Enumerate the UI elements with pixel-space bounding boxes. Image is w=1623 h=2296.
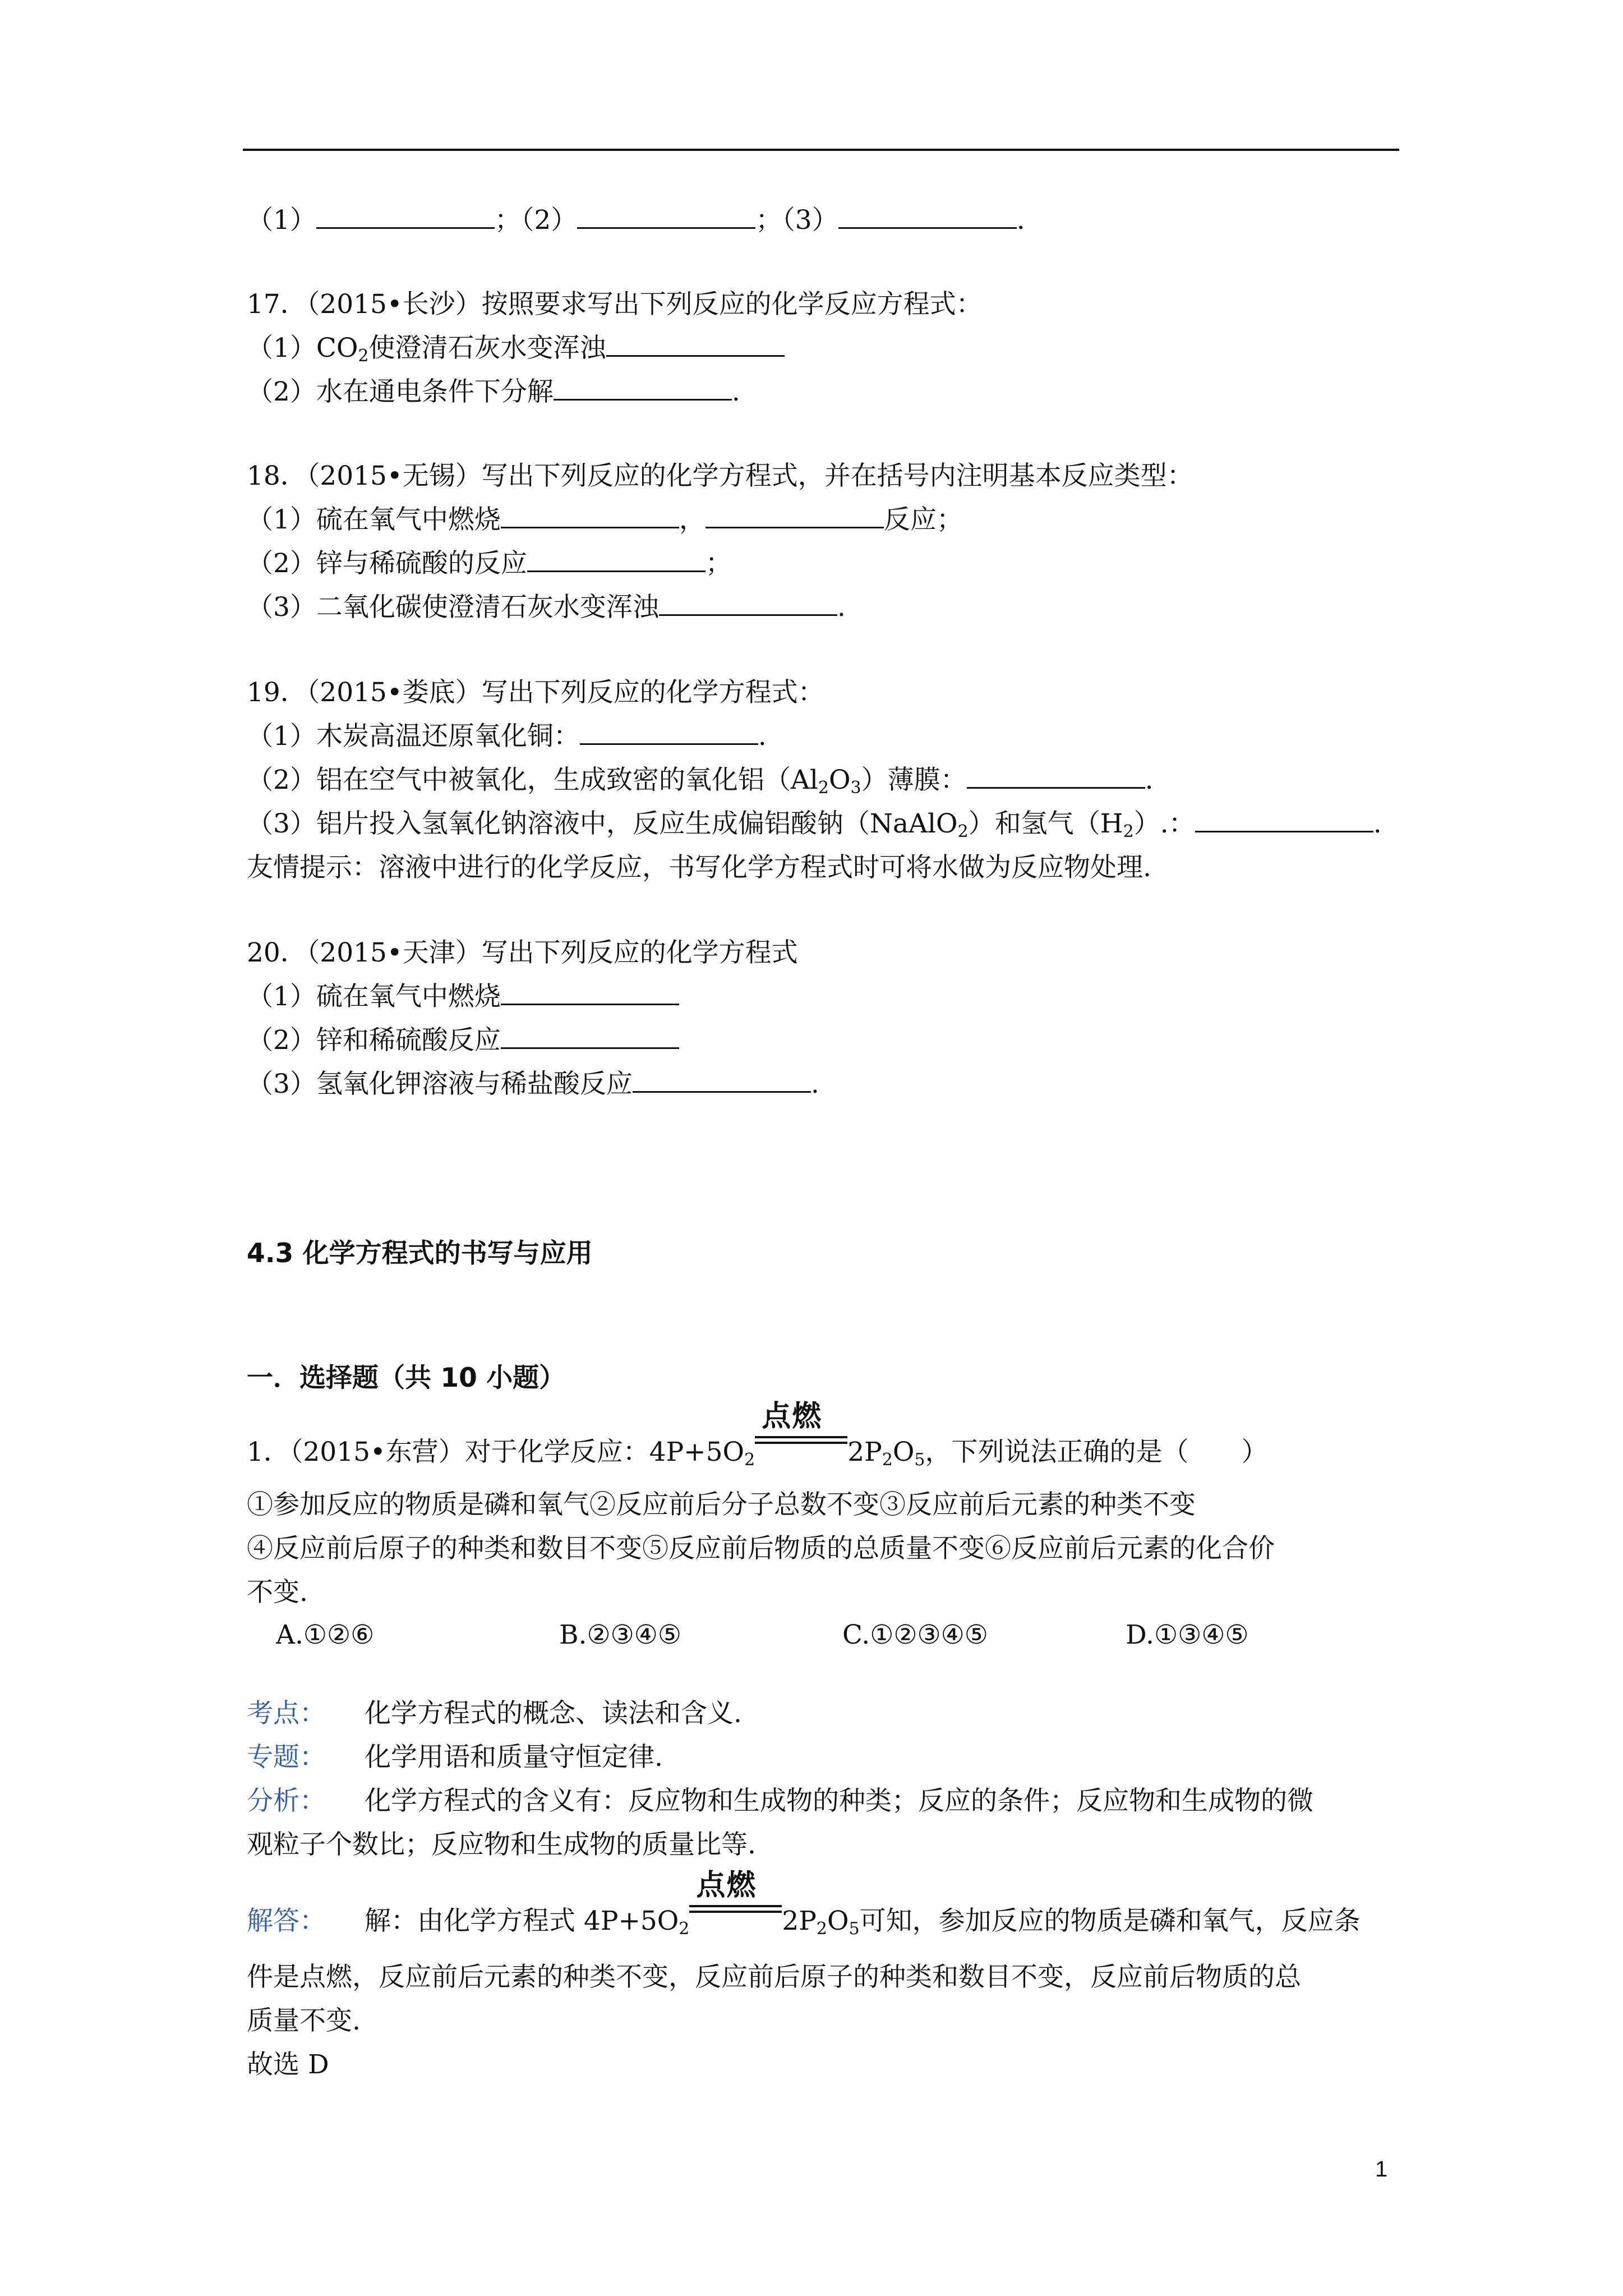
answer-blank[interactable] [501, 979, 679, 1005]
q19-item-3-text-b: ）和氢气（H [968, 808, 1123, 839]
fenxi-row-2: 观粒子个数比；反应物和生成物的质量比等. [247, 1829, 756, 1860]
line-end: . [1145, 765, 1154, 795]
answer-blank[interactable] [580, 719, 758, 745]
q20-item-1 [247, 977, 679, 1016]
q18-item-3-text: （3）二氧化碳使澄清石灰水变浑浊 [247, 592, 659, 623]
q20-item-3-text: （3）氢氧化钾溶液与稀盐酸反应 [247, 1069, 633, 1099]
fenxi-label: 分析： [247, 1786, 326, 1816]
subscript: 2 [358, 346, 369, 366]
fenxi-row [247, 1782, 1313, 1821]
q19-item-2-text-c: ）薄膜： [861, 765, 967, 795]
header-rule [243, 149, 1399, 151]
q19-item-3-text-c: ）.： [1133, 808, 1195, 839]
subscript: 5 [914, 1450, 925, 1470]
q20-item-2-text: （2）锌和稀硫酸反应 [247, 1025, 501, 1056]
subscript: 2 [816, 1919, 828, 1939]
line-end: . [1373, 808, 1382, 839]
line-end: ； [705, 548, 732, 579]
answer-blank[interactable] [527, 546, 706, 572]
q1-stem-text: 1．（2015•东营）对于化学反应：4P+5O [247, 1437, 745, 1467]
q20-title: 20．（2015•天津）写出下列反应的化学方程式 [247, 937, 798, 968]
q19-item-3-text: （3）铝片投入氢氧化钠溶液中，反应生成偏铝酸钠（NaAlO [247, 808, 958, 839]
zhuanti-text: 化学用语和质量守恒定律. [365, 1742, 663, 1773]
product-text: 2P [782, 1906, 817, 1936]
q1-statement-3: 不变. [247, 1577, 308, 1608]
answer-blank[interactable] [1195, 806, 1373, 832]
subscript: 3 [850, 778, 861, 798]
equals-bar [755, 1442, 847, 1444]
answer-blank[interactable] [316, 203, 495, 229]
reaction-condition-text: 点燃 [696, 1869, 757, 1902]
kaodian-row [247, 1694, 742, 1733]
option-c[interactable]: C.①②③④⑤ [842, 1619, 988, 1650]
fenxi-text: 化学方程式的含义有：反应物和生成物的种类；反应的条件；反应物和生成物的微 [365, 1786, 1313, 1816]
subscript: 2 [818, 778, 829, 798]
q18-item-2 [247, 544, 732, 583]
blank-label-3: ；（3） [755, 205, 838, 236]
q18-item-1 [247, 500, 963, 540]
answer-blank[interactable] [501, 1023, 679, 1049]
subscript: 2 [957, 822, 969, 841]
zhuanti-row [247, 1738, 663, 1777]
q20-item-3 [247, 1065, 819, 1104]
answer-blank[interactable] [606, 330, 785, 357]
product-text-b: O [892, 1437, 915, 1467]
q19-item-2 [247, 761, 1154, 800]
q17-title: 17．（2015•长沙）按照要求写出下列反应的化学反应方程式： [247, 289, 983, 320]
reaction-condition-text: 点燃 [762, 1400, 823, 1433]
answer-row: 故选 D [247, 2049, 329, 2080]
q18-item-1-end: 反应； [883, 504, 963, 535]
blank-label-2: ；（2） [494, 205, 578, 236]
line-end: . [837, 592, 846, 623]
product-text: 2P [847, 1437, 882, 1467]
jieda-label: 解答： [247, 1906, 326, 1936]
line-end: . [1016, 205, 1025, 236]
product-text-b: O [827, 1906, 849, 1936]
q18-item-3 [247, 588, 846, 627]
q19-title: 19．（2015•娄底）写出下列反应的化学方程式： [247, 677, 824, 708]
line-end: . [758, 721, 767, 752]
option-a[interactable]: A.①②⑥ [276, 1619, 375, 1650]
comma: ， [679, 504, 706, 535]
q19-item-1-text: （1）木炭高温还原氧化铜： [247, 721, 580, 752]
q19-item-2-text: （2）铝在空气中被氧化，生成致密的氧化铝（Al [247, 765, 818, 795]
equals-bar [689, 1905, 782, 1907]
answer-blank[interactable] [967, 762, 1145, 789]
reaction-condition-arrow [755, 1400, 847, 1461]
equals-bar [755, 1436, 847, 1438]
q20-item-1-text: （1）硫在氧气中燃烧 [247, 981, 501, 1012]
q19-item-3 [247, 804, 1382, 844]
q17-item-1-text-b: 使澄清石灰水变浑浊 [368, 333, 606, 364]
q17-item-1-text: （1）CO [247, 333, 358, 364]
jieda-row-3: 质量不变. [247, 2005, 361, 2036]
answer-blank[interactable] [554, 374, 732, 401]
q20-item-2 [247, 1021, 679, 1060]
q18-item-2-text: （2）锌与稀硫酸的反应 [247, 548, 527, 579]
part-title: 一．选择题（共 10 小题） [247, 1363, 566, 1393]
subscript: 5 [849, 1919, 860, 1939]
q1-statement-1: ①参加反应的物质是磷和氧气②反应前后分子总数不变③反应前后元素的种类不变 [247, 1489, 1196, 1520]
answer-blank[interactable] [706, 502, 884, 528]
q19-tip: 友情提示：溶液中进行的化学反应，书写化学方程式时可将水做为反应物处理. [247, 852, 1151, 883]
q19-item-1 [247, 717, 767, 756]
q1-options [276, 1616, 1409, 1655]
option-d[interactable]: D.①③④⑤ [1126, 1619, 1249, 1650]
q17-item-2-text: （2）水在通电条件下分解 [247, 376, 554, 407]
q18-item-1-text: （1）硫在氧气中燃烧 [247, 504, 501, 535]
jieda-row-2: 件是点燃，反应前后元素的种类不变，反应前后原子的种类和数目不变，反应前后物质的总 [247, 1962, 1301, 1993]
jieda-row [247, 1869, 1361, 1941]
equals-bar [689, 1911, 782, 1913]
subscript: 2 [882, 1450, 893, 1470]
subscript: 2 [679, 1919, 690, 1939]
subscript: 2 [1123, 822, 1134, 841]
q17-item-2 [247, 372, 740, 412]
jieda-text-b: 可知，参加反应的物质是磷和氧气，反应条 [859, 1906, 1361, 1936]
reaction-condition-arrow [689, 1869, 782, 1930]
zhuanti-label: 专题： [247, 1742, 326, 1773]
answer-blank[interactable] [838, 203, 1017, 229]
section-title: 4.3 化学方程式的书写与应用 [247, 1238, 593, 1269]
answer-blank[interactable] [659, 590, 837, 616]
q18-title: 18．（2015•无锡）写出下列反应的化学方程式，并在括号内注明基本反应类型： [247, 461, 1193, 491]
line-end: . [731, 376, 740, 407]
q19-item-2-text-b: O [828, 765, 851, 795]
kaodian-label: 考点： [247, 1698, 326, 1729]
jieda-text: 解：由化学方程式 4P+5O [365, 1906, 679, 1936]
subscript: 2 [744, 1450, 755, 1470]
option-b[interactable]: B.②③④⑤ [559, 1619, 682, 1650]
q1-stem-end: ，下列说法正确的是（ ） [925, 1437, 1268, 1467]
carryover-blanks-line [247, 201, 1025, 240]
answer-blank[interactable] [577, 203, 755, 229]
q17-item-1 [247, 329, 785, 368]
page-number: 1 [1375, 2157, 1388, 2182]
answer-blank[interactable] [501, 502, 679, 528]
q1-stem [247, 1400, 1268, 1472]
blank-label-1: （1） [247, 205, 316, 236]
line-end: . [810, 1069, 819, 1099]
answer-blank[interactable] [633, 1066, 811, 1093]
kaodian-text: 化学方程式的概念、读法和含义. [365, 1698, 742, 1729]
q1-statement-2: ④反应前后原子的种类和数目不变⑤反应前后物质的总质量不变⑥反应前后元素的化合价 [247, 1533, 1275, 1564]
